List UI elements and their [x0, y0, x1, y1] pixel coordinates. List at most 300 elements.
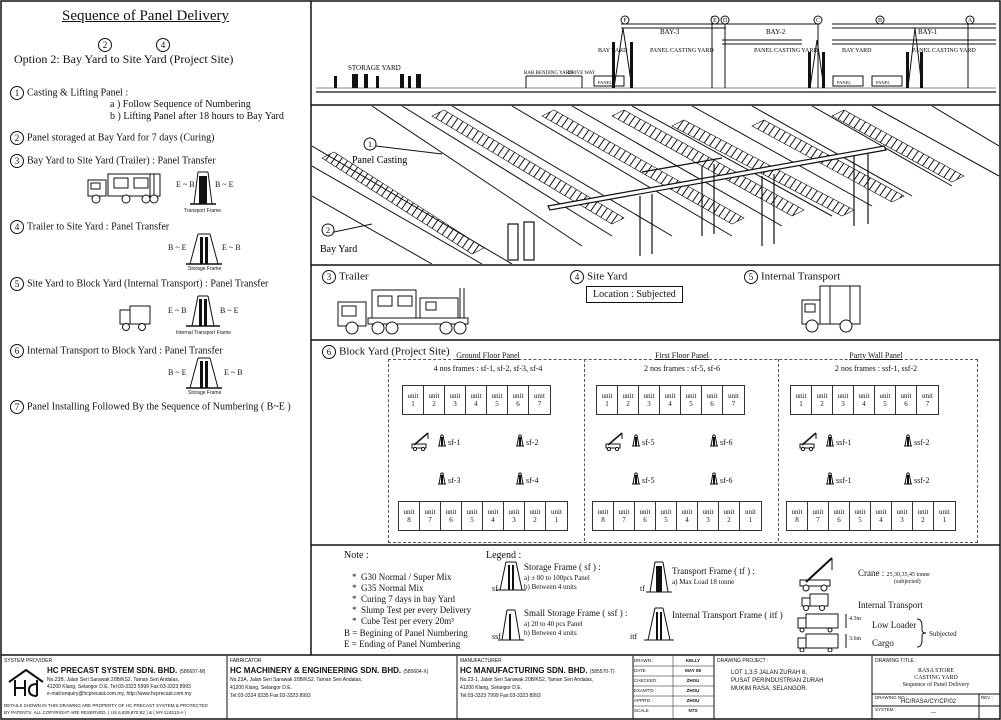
frame-marker-label: ssf-1 — [836, 438, 852, 447]
project-line-2: PUSAT PERINDUSTRIAN ZURAH — [731, 678, 824, 684]
unit-word: unit — [922, 392, 933, 400]
unit-number: 6 — [449, 516, 453, 524]
unit-word: unit — [685, 392, 697, 400]
panel-casting-label: Panel Casting — [352, 155, 408, 166]
legend-low-loader: Low Loader — [872, 620, 917, 630]
frame-marker — [826, 471, 852, 485]
unit-cell — [719, 502, 740, 530]
step-6-eb-right: E ~ B — [224, 368, 243, 377]
note-5: * Cube Test per every 20m³ — [352, 616, 454, 626]
frame-marker-label: ssf-2 — [914, 476, 930, 485]
unit-number: 7 — [925, 400, 930, 408]
unit-cell — [698, 502, 719, 530]
storage-frame-mini-icon — [632, 434, 640, 447]
step-5-text: Site Yard to Block Yard (Internal Transport) : Panel Transfer — [27, 278, 269, 290]
rev-label: REV : — [981, 695, 993, 700]
mfr-addr-1: No.23-1, Jalan Seri Sarawak 20B/KS2, Taman Seri Andalas, — [460, 677, 594, 683]
unit-number: 6 — [643, 516, 647, 524]
block-yard-title: Block Yard (Project Site) — [339, 345, 450, 358]
unit-word: unit — [428, 392, 440, 400]
unit-number: 8 — [601, 516, 605, 524]
site-yard-num: 4 — [570, 270, 584, 284]
legend-internal-transport: Internal Transport — [858, 600, 923, 610]
unit-word: unit — [702, 508, 714, 516]
block-yard — [312, 341, 999, 544]
drawing-title-3: Sequence of Panel Delivery — [902, 682, 970, 688]
option-num-b: 4 — [156, 38, 170, 52]
block-section — [392, 341, 584, 544]
unit-word: unit — [639, 508, 651, 516]
unit-number: 6 — [904, 400, 908, 408]
legend-sf-b: b) Between 4 units — [524, 583, 577, 591]
legend-ssf-icon — [498, 608, 524, 642]
fab-addr-2: 41200 Klang, Selangor D.E. — [230, 685, 292, 691]
unit-word: unit — [618, 508, 630, 516]
legend-ssf-b: b) Between 4 units — [524, 629, 577, 637]
bay2-title: BAY-2 — [766, 28, 786, 36]
block-divider-2 — [778, 359, 779, 541]
unit-cell — [812, 386, 833, 414]
trailer-truck-icon — [334, 284, 470, 336]
unit-number: 1 — [748, 516, 753, 524]
legend-sf-icon — [496, 560, 526, 592]
legend-brace — [916, 618, 928, 648]
storage-frame-mini-icon — [826, 472, 834, 485]
unit-number: 8 — [795, 516, 799, 524]
unit-number: 4 — [685, 516, 689, 524]
unit-cell — [441, 502, 462, 530]
unit-number: 4 — [474, 400, 478, 408]
unit-word: unit — [791, 508, 803, 516]
step-3-frame-label: Transport Frame — [184, 208, 222, 214]
unit-word: unit — [879, 392, 891, 400]
e-definition: E = Ending of Panel Numbering — [344, 639, 461, 649]
unit-word: unit — [407, 392, 419, 400]
frame-marker-label: sf-5 — [642, 476, 655, 485]
unit-cell — [618, 386, 639, 414]
mfr-name — [460, 666, 615, 675]
storage-frame-mini-icon — [710, 434, 718, 447]
step-1-text: Casting & Lifting Panel : — [27, 87, 129, 99]
unit-cell — [896, 386, 917, 414]
unit-cell — [829, 502, 850, 530]
unit-word: unit — [660, 508, 672, 516]
unit-word: unit — [706, 392, 718, 400]
unit-cell — [462, 502, 483, 530]
unit-cell — [723, 386, 744, 414]
unit-number: 2 — [921, 516, 925, 524]
unit-row — [790, 385, 939, 415]
mfr-label: MANUFACTURER — [460, 658, 502, 664]
frame-marker-label: sf-3 — [448, 476, 461, 485]
perspective-drawing — [312, 106, 999, 264]
unit-number: 2 — [533, 516, 537, 524]
mfr-name-text: HC MANUFACTURING SDN. BHD. — [460, 666, 588, 675]
crane-icon — [410, 431, 434, 456]
unit-cell — [787, 502, 808, 530]
unit-number: 2 — [820, 400, 824, 408]
trailer-num: 3 — [322, 270, 336, 284]
step-1a: a ) Follow Sequence of Numbering — [110, 99, 251, 110]
block-section-frames: 2 nos frames : sf-5, sf-6 — [644, 364, 720, 373]
transport-frame-icon — [190, 170, 216, 208]
marker-b: B — [877, 18, 883, 24]
notes-legend — [312, 546, 999, 654]
unit-row — [402, 385, 551, 415]
copyright-1: DETAILS SHOWN IN THIS DRAWING ARE PROPERTY OF HC PRECAST SYSTEM & PROTECTED — [4, 703, 208, 708]
note-1-text: G30 Normal / Super Mix — [361, 572, 452, 582]
unit-word: unit — [728, 392, 739, 400]
elevation-drawing — [312, 2, 999, 104]
unit-number: 3 — [647, 400, 651, 408]
meta-key: DATE — [634, 668, 646, 673]
unit-cell — [525, 502, 546, 530]
frame-marker — [516, 433, 538, 447]
unit-cell — [677, 502, 698, 530]
unit-word: unit — [491, 392, 503, 400]
legend-ssf-a: a) 20 to 40 pcs Panel — [524, 620, 583, 628]
unit-cell — [483, 502, 504, 530]
step-4-eb-left: B ~ E — [168, 243, 187, 252]
unit-number: 5 — [858, 516, 862, 524]
unit-cell — [681, 386, 702, 414]
unit-cell — [791, 386, 812, 414]
step-7 — [10, 400, 291, 414]
unit-cell — [487, 386, 508, 414]
meta-value: ZHOU — [686, 678, 700, 683]
system-label: SYSTEM : — [875, 707, 897, 712]
meta-value: ZHOU — [686, 698, 700, 703]
unit-number: 1 — [799, 400, 803, 408]
legend-subjected: Subjected — [929, 630, 957, 638]
unit-number: 3 — [900, 516, 904, 524]
unit-number: 2 — [626, 400, 630, 408]
unit-word: unit — [449, 392, 461, 400]
bay1-left: BAY YARD — [842, 48, 872, 54]
unit-number: 1 — [942, 516, 947, 524]
unit-number: 4 — [862, 400, 866, 408]
unit-number: 6 — [837, 516, 841, 524]
system-value: — — [931, 710, 936, 716]
unit-number: 2 — [432, 400, 436, 408]
site-yard-heading — [570, 270, 627, 284]
project-line-3: MUKIM RASA, SELANGOR. — [731, 686, 808, 692]
marker-c: C — [815, 18, 821, 24]
provider-reg: (586697-M) — [179, 669, 206, 675]
unit-cell — [740, 502, 761, 530]
unit-number: 4 — [491, 516, 495, 524]
unit-word: unit — [424, 508, 436, 516]
note-3: * Curing 7 days in bay Yard — [352, 594, 455, 604]
unit-word: unit — [643, 392, 655, 400]
marker-a: A — [967, 18, 973, 24]
unit-word: unit — [487, 508, 499, 516]
frame-marker — [632, 433, 654, 447]
unit-cell — [593, 502, 614, 530]
step-2-text: Panel storaged at Bay Yard for 7 days (Curing) — [27, 132, 215, 144]
legend-internal-transport-icon — [800, 592, 830, 612]
unit-cell — [508, 386, 529, 414]
frame-marker-label: sf-1 — [448, 438, 461, 447]
step-3-text: Bay Yard to Site Yard (Trailer) : Panel Transfer — [27, 155, 216, 167]
step-3-eb-left: E ~ B — [176, 180, 195, 189]
hc-logo-icon — [7, 668, 45, 698]
unit-word: unit — [512, 392, 524, 400]
unit-word: unit — [917, 508, 929, 516]
unit-number: 5 — [495, 400, 499, 408]
unit-number: 8 — [407, 516, 411, 524]
internal-label: Internal Transport — [761, 270, 841, 283]
unit-cell — [833, 386, 854, 414]
legend-tf-title: Transport Frame ( tf ) : — [672, 566, 755, 576]
bay3-left: BAY YARD — [598, 48, 628, 54]
legend-title: Legend : — [486, 550, 522, 561]
unit-word: unit — [534, 392, 545, 400]
provider-name-text: HC PRECAST SYSTEM SDN. BHD. — [47, 666, 178, 675]
block-section-title: First Floor Panel — [655, 351, 709, 360]
step-3 — [10, 154, 216, 168]
legend-dim-b: 3.6m — [849, 636, 862, 642]
step-3-eb-right: B ~ E — [215, 180, 234, 189]
unit-number: 5 — [664, 516, 668, 524]
unit-word: unit — [403, 508, 415, 516]
fab-reg: (585604-X) — [403, 669, 429, 675]
legend-lowloader-cargo-icon — [796, 612, 854, 652]
trailer-heading — [322, 270, 369, 284]
storage-frame-icon — [186, 232, 222, 268]
meta-key: EXAMT'D : — [634, 688, 657, 693]
bay1-right: PANEL CASTING YARD — [912, 48, 976, 54]
legend-tf-tag: tf — [640, 584, 645, 593]
step-4 — [10, 220, 169, 234]
step-5-eb-right: B ~ E — [220, 306, 239, 315]
unit-number: 7 — [816, 516, 820, 524]
drawing-title-2: CASTING YARD — [914, 675, 958, 681]
step-1b: b ) Lifting Panel after 18 hours to Bay Yard — [110, 111, 284, 122]
unit-number: 7 — [537, 400, 542, 408]
bay3-title: BAY-3 — [660, 28, 680, 36]
unit-word: unit — [681, 508, 693, 516]
legend-itf-title: Internal Transport Frame ( itf ) — [672, 610, 783, 620]
step-1 — [10, 86, 128, 100]
frame-marker — [710, 471, 732, 485]
unit-word: unit — [466, 508, 478, 516]
unit-cell — [424, 386, 445, 414]
unit-cell — [808, 502, 829, 530]
trailer-label: Trailer — [339, 270, 369, 283]
legend-crane — [858, 568, 930, 578]
unit-cell — [854, 386, 875, 414]
option-text: Option 2: Bay Yard to Site Yard (Project Site) — [14, 52, 234, 66]
unit-number: 3 — [706, 516, 710, 524]
frame-marker — [826, 433, 852, 447]
unit-word: unit — [812, 508, 824, 516]
bay3-right: PANEL CASTING YARD — [650, 48, 714, 54]
unit-number: 2 — [727, 516, 731, 524]
note-1: * G30 Normal / Super Mix — [352, 572, 452, 582]
unit-word: unit — [816, 392, 828, 400]
unit-word: unit — [723, 508, 735, 516]
mfr-addr-3: Tel:03-3323 7999 Fax:03-3323 8993 — [460, 693, 541, 699]
unit-cell — [504, 502, 525, 530]
step-4-num: 4 — [10, 220, 24, 234]
legend-crane-label: Crane : — [858, 568, 885, 578]
internal-transport-small-icon — [118, 304, 152, 332]
legend-crane-icon — [796, 556, 842, 592]
marker-f: F — [623, 18, 627, 24]
note-2-text: G35 Normal Mix — [361, 583, 424, 593]
frame-marker-label: sf-5 — [642, 438, 655, 447]
transport-row — [312, 266, 999, 339]
legend-tf-a: a) Max Load 18 tonne — [672, 578, 735, 586]
unit-word: unit — [837, 392, 849, 400]
unit-number: 4 — [668, 400, 672, 408]
frame-marker — [438, 433, 460, 447]
option-num-a: 2 — [98, 38, 112, 52]
block-section-frames: 2 nos frames : ssf-1, ssf-2 — [834, 364, 918, 373]
unit-word: unit — [445, 508, 457, 516]
frame-marker — [438, 471, 460, 485]
storage-frame-icon-2 — [186, 356, 222, 392]
unit-number: 5 — [470, 516, 474, 524]
site-yard-label: Site Yard — [587, 270, 628, 283]
unit-word: unit — [854, 508, 866, 516]
legend-crane-sub: (subjected) — [894, 579, 921, 585]
unit-word: unit — [470, 392, 482, 400]
unit-word: unit — [601, 392, 613, 400]
unit-cell — [529, 386, 550, 414]
step-2 — [10, 131, 214, 145]
frame-marker — [904, 433, 930, 447]
unit-word: unit — [795, 392, 807, 400]
storage-frame-mini-icon — [516, 434, 524, 447]
step-5-num: 5 — [10, 277, 24, 291]
unit-word: unit — [939, 508, 950, 516]
drawing-title-1: RASA STORE — [917, 668, 955, 674]
unit-number: 4 — [879, 516, 883, 524]
legend-itf-icon — [644, 606, 674, 642]
meta-value: NTS — [688, 708, 698, 713]
step-5 — [10, 277, 268, 291]
frame-marker — [632, 471, 654, 485]
legend-tf-icon — [646, 560, 672, 594]
unit-cell — [466, 386, 487, 414]
bay2-right: PANEL CASTING YARD — [754, 48, 818, 54]
internal-transport-frame-icon — [186, 294, 220, 330]
panel-label-2: PANEL — [837, 80, 852, 85]
storage-frame-mini-icon — [632, 472, 640, 485]
storage-frame-mini-icon — [438, 472, 446, 485]
unit-row — [398, 501, 568, 531]
unit-cell — [635, 502, 656, 530]
storage-frame-mini-icon — [516, 472, 524, 485]
location-box: Location : Subjected — [586, 286, 683, 303]
meta-value: ZHOU — [686, 688, 700, 693]
meta-value: MAY 08 — [685, 668, 701, 673]
project-label: DRAWING PROJECT : — [717, 658, 769, 664]
drawing-title-label: DRAWING TITLE : — [875, 658, 917, 664]
provider-addr-3: e-mail:enquiry@hcprecast.com.my, http://www.hcprecast.com.my — [47, 691, 192, 697]
frame-marker-label: ssf-1 — [836, 476, 852, 485]
unit-cell — [399, 502, 420, 530]
step-6-eb-left: B ~ E — [168, 368, 187, 377]
step-6-text: Internal Transport to Block Yard : Panel Transfer — [27, 345, 223, 357]
fab-name — [230, 666, 428, 675]
unit-number: 6 — [516, 400, 520, 408]
bay-yard-num: 2 — [326, 226, 330, 235]
legend-ssf-title: Small Storage Frame ( ssf ) : — [524, 608, 628, 618]
storage-frame-mini-icon — [904, 472, 912, 485]
marker-d: D — [722, 18, 728, 24]
step-5-frame-label: Internal Transport Frame — [176, 330, 232, 336]
b-definition: B = Begining of Panel Numbering — [344, 628, 468, 638]
note-4: * Slump Test per every Delivery — [352, 605, 472, 615]
unit-cell — [420, 502, 441, 530]
block-section-title: Party Wall Panel — [849, 351, 903, 360]
mfr-addr-2: 41200 Klang, Selangor D.E. — [460, 685, 522, 691]
frame-marker-label: sf-4 — [526, 476, 539, 485]
unit-word: unit — [664, 392, 676, 400]
frame-marker-label: ssf-2 — [914, 438, 930, 447]
unit-cell — [656, 502, 677, 530]
legend-sf-a: a) ± 80 to 100pcs Panel — [524, 574, 590, 582]
unit-number: 3 — [841, 400, 845, 408]
panel-label-1: PANEL — [598, 80, 613, 85]
unit-word: unit — [896, 508, 908, 516]
step-5-eb-left: E ~ B — [168, 306, 187, 315]
unit-number: 3 — [512, 516, 516, 524]
meta-key: SCALE — [634, 708, 649, 713]
frame-marker — [710, 433, 732, 447]
project-line-1: LOT 1,3,5 JALAN ZURAH 8, — [731, 670, 807, 676]
panel-casting-callout — [352, 138, 442, 166]
bay-yard-callout — [320, 224, 372, 255]
note-3-text: Curing 7 days in bay Yard — [361, 594, 455, 604]
unit-word: unit — [508, 508, 520, 516]
unit-number: 7 — [622, 516, 626, 524]
elevation-markers — [621, 16, 974, 24]
provider-label: SYSTEM PROVIDER — [4, 658, 53, 664]
crane-icon — [798, 431, 822, 456]
bay-yard-label: Bay Yard — [320, 244, 358, 255]
step-3-num: 3 — [10, 154, 24, 168]
step-4-frame-label: Storage Frame — [188, 266, 222, 272]
meta-key: APPR'D : — [634, 698, 653, 703]
step-1-num: 1 — [10, 86, 24, 100]
fab-name-text: HC MACHINERY & ENGINEERING SDN. BHD. — [230, 666, 402, 675]
block-yard-num: 6 — [322, 345, 336, 359]
unit-word: unit — [858, 392, 870, 400]
legend-itf-tag: itf — [630, 632, 638, 641]
internal-truck-icon — [800, 282, 864, 334]
unit-cell — [660, 386, 681, 414]
unit-cell — [913, 502, 934, 530]
unit-cell — [639, 386, 660, 414]
storage-yard-label: STORAGE YARD — [348, 64, 401, 72]
storage-frame-mini-icon — [710, 472, 718, 485]
unit-row — [592, 501, 762, 531]
drawing-no: HC/RASA/CY/CP/02 — [901, 699, 957, 705]
unit-number: 7 — [731, 400, 736, 408]
meta-key: DRAWN : — [634, 658, 654, 663]
storage-frame-mini-icon — [904, 434, 912, 447]
unit-cell — [850, 502, 871, 530]
unit-cell — [614, 502, 635, 530]
unit-cell — [403, 386, 424, 414]
mfr-reg: (585570-T) — [589, 669, 615, 675]
unit-number: 3 — [453, 400, 457, 408]
block-divider-1 — [584, 359, 585, 541]
